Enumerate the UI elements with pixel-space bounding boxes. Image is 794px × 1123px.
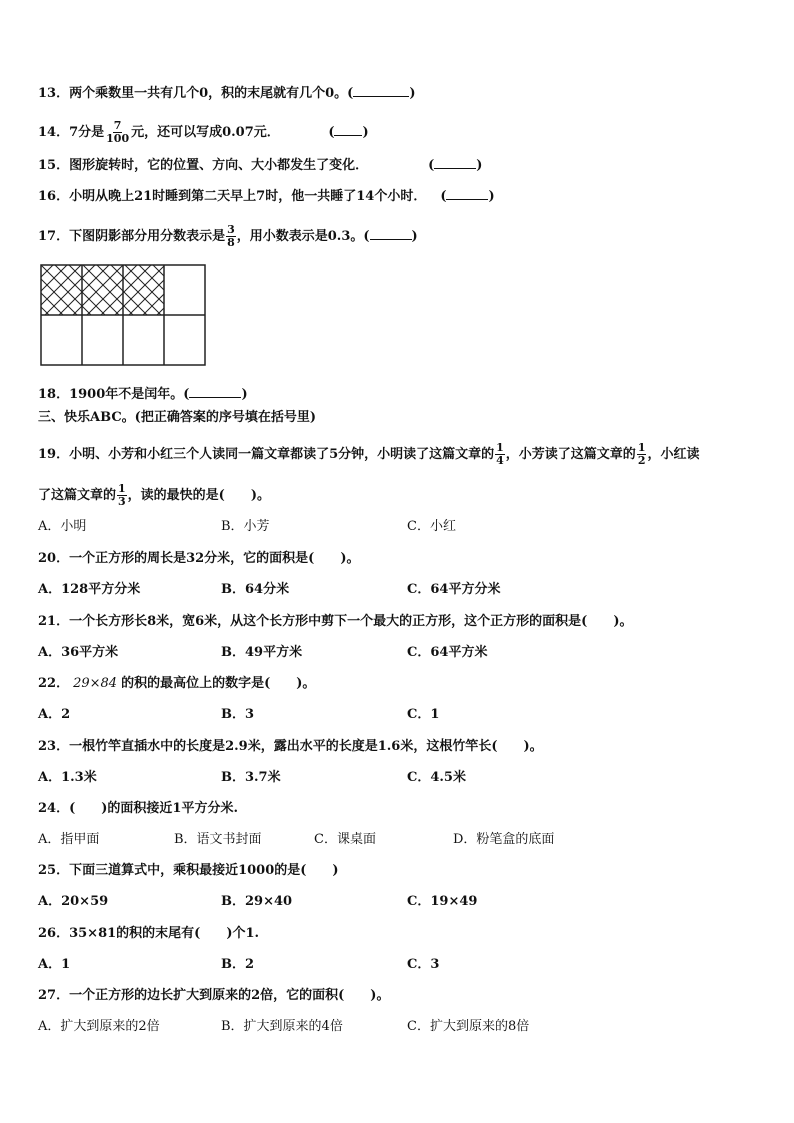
question-number: 27．: [38, 988, 70, 1003]
question-20: [38, 551, 360, 567]
question-text: 1900年不是闰年。(: [69, 387, 190, 402]
question-number: 25．: [38, 863, 70, 878]
question-text: 35×81的积的末尾有( )个1.: [69, 926, 260, 941]
question-number: 18．: [38, 387, 70, 402]
option-c[interactable]: C．19×49: [407, 894, 478, 909]
math-expression: 29×84: [73, 676, 118, 691]
question-text: 元，还可以写成0.07元．: [131, 125, 280, 140]
option-b[interactable]: B．小芳: [221, 519, 270, 534]
question-number: 24．: [38, 801, 70, 816]
question-number: 21．: [38, 614, 70, 629]
question-27: [38, 988, 389, 1004]
shaded-cell: [123, 265, 164, 315]
question-15: 15．图形旋转时，它的位置、方向、大小都发生了变化． ( ): [38, 158, 483, 173]
question-17: 17．下图阴影部分用分数表示是 $\frac{3}{8}$ ，用小数表示是0.3。( ): [38, 223, 418, 249]
option-b[interactable]: B．2: [221, 957, 255, 972]
question-text: ( )的面积接近1平方分米.: [69, 801, 238, 816]
answer-blank[interactable]: [370, 227, 412, 240]
question-24: [38, 801, 238, 817]
question-text: 7分是: [69, 125, 105, 140]
option-b[interactable]: B．3.7米: [221, 770, 281, 785]
question-text: 下图阴影部分用分数表示是: [69, 229, 226, 244]
option-d[interactable]: D．粉笔盒的底面: [453, 832, 555, 847]
option-a[interactable]: A．指甲面: [38, 832, 100, 847]
fraction: $\frac{1}{3}$: [118, 482, 126, 508]
option-a[interactable]: A．扩大到原来的2倍: [38, 1019, 160, 1034]
question-text: 小明从晚上21时睡到第二天早上7时，他一共睡了14个小时．: [69, 189, 427, 204]
question-text: ，用小数表示是0.3。(: [236, 229, 370, 244]
question-23: [38, 739, 543, 755]
option-b[interactable]: B．语文书封面: [174, 832, 262, 847]
question-text: 下面三道算式中，乘积最接近1000的是( ): [69, 863, 339, 878]
question-16: 16．小明从晚上21时睡到第二天早上7时，他一共睡了14个小时． ( ): [38, 189, 495, 204]
question-14: 14．7分是 $\frac{7}{100}$ 元，还可以写成0.07元． ( ): [38, 119, 369, 145]
question-text: 一个正方形的周长是32分米，它的面积是( )。: [69, 551, 360, 566]
question-text: 一个正方形的边长扩大到原来的2倍，它的面积( )。: [69, 988, 390, 1003]
answer-blank[interactable]: [353, 84, 409, 97]
question-19: 19．小明、小芳和小红三个人读同一篇文章都读了5分钟，小明读了这篇文章的 $\frac{1}{4}$ ，小芳读了这篇文章的 $\frac{1}{2}$ ，小红读: [38, 441, 700, 467]
answer-blank[interactable]: [446, 187, 488, 200]
question-22: [38, 676, 315, 692]
question-25: [38, 863, 339, 879]
option-b[interactable]: B．64分米: [221, 582, 290, 597]
option-a[interactable]: A．36平方米: [38, 645, 119, 660]
question-number: 22．: [38, 676, 70, 691]
fraction: $\frac{7}{100}$: [106, 119, 130, 145]
question-number: 20．: [38, 551, 70, 566]
question-number: 23．: [38, 739, 70, 754]
question-text: 一个长方形长8米，宽6米，从这个长方形中剪下一个最大的正方形，这个正方形的面积是( )。: [69, 614, 633, 629]
question-number: 13．: [38, 86, 70, 101]
option-b[interactable]: B．29×40: [221, 894, 293, 909]
fraction: $\frac{1}{4}$: [496, 441, 504, 467]
option-a[interactable]: A．20×59: [38, 894, 109, 909]
question-number: 14．: [38, 125, 70, 140]
option-c[interactable]: C．1: [407, 707, 440, 722]
option-c[interactable]: C．64平方米: [407, 645, 488, 660]
question-number: 16．: [38, 189, 70, 204]
question-21: [38, 614, 633, 630]
option-b[interactable]: B．3: [221, 707, 255, 722]
answer-blank[interactable]: [189, 385, 241, 398]
question-number: 15．: [38, 158, 70, 173]
question-text: 小明、小芳和小红三个人读同一篇文章都读了5分钟，小明读了这篇文章的: [69, 447, 495, 462]
fraction: $\frac{1}{2}$: [637, 441, 646, 467]
option-a[interactable]: A．128平方分米: [38, 582, 141, 597]
answer-blank[interactable]: [334, 123, 362, 136]
option-c[interactable]: C．扩大到原来的8倍: [407, 1019, 530, 1034]
shaded-cell: [82, 265, 123, 315]
shaded-cell: [41, 265, 82, 315]
shaded-grid-figure: [40, 264, 206, 366]
option-b[interactable]: B．扩大到原来的4倍: [221, 1019, 343, 1034]
question-number: 26．: [38, 926, 70, 941]
question-13: 13．两个乘数里一共有几个0，积的末尾就有几个0。( ): [38, 86, 416, 101]
fraction: $\frac{3}{8}$: [227, 223, 235, 249]
question-number: 17．: [38, 229, 70, 244]
option-c[interactable]: C．64平方分米: [407, 582, 501, 597]
question-text: 一根竹竿直插水中的长度是2.9米，露出水平的长度是1.6米，这根竹竿长( )。: [69, 739, 543, 754]
question-text: 两个乘数里一共有几个0，积的末尾就有几个0。(: [69, 86, 354, 101]
question-text: 的积的最高位上的数字是( )。: [121, 676, 316, 691]
question-text: 图形旋转时，它的位置、方向、大小都发生了变化．: [69, 158, 369, 173]
question-26: [38, 926, 259, 942]
answer-blank[interactable]: [434, 156, 476, 169]
question-19-continued: 了这篇文章的 $\frac{1}{3}$ ，读的最快的是( )。: [38, 482, 270, 508]
option-b[interactable]: B．49平方米: [221, 645, 303, 660]
option-c[interactable]: C．课桌面: [314, 832, 376, 847]
option-a[interactable]: A．1: [38, 957, 71, 972]
question-number: 19．: [38, 447, 70, 462]
option-a[interactable]: A．1.3米: [38, 770, 97, 785]
option-a[interactable]: A．小明: [38, 519, 87, 534]
option-a[interactable]: A．2: [38, 707, 71, 722]
section-heading: 三、快乐ABC。(把正确答案的序号填在括号里): [38, 410, 316, 425]
option-c[interactable]: C．小红: [407, 519, 456, 534]
option-c[interactable]: C．4.5米: [407, 770, 466, 785]
option-c[interactable]: C．3: [407, 957, 440, 972]
question-18: 18．1900年不是闰年。( ): [38, 387, 248, 402]
